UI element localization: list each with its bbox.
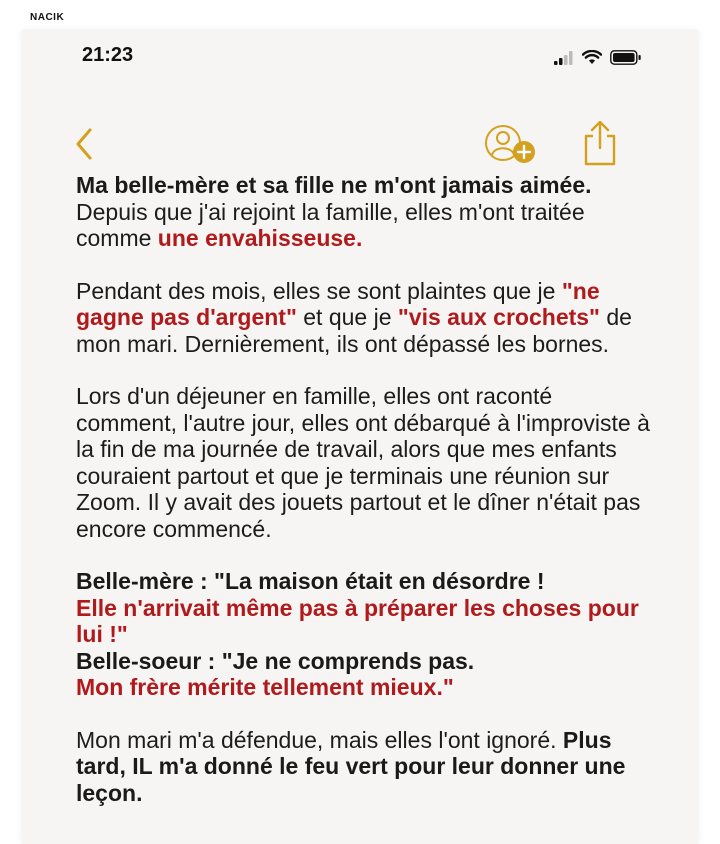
chevron-left-icon — [74, 147, 94, 164]
note-text: et que je — [296, 304, 398, 330]
battery-icon — [610, 50, 642, 70]
note-paragraph-2 — [76, 278, 656, 358]
note-text: Pendant des mois, elles se sont plaintes que je — [76, 277, 562, 304]
cellular-signal-icon — [554, 51, 574, 70]
note-text: Mon mari m'a défendue, mais elles l'ont ignoré. — [76, 726, 563, 753]
note-highlight-text: Elle n'arrivait même pas à préparer les choses pour lui !" — [76, 594, 639, 647]
note-text: Lors d'un déjeuner en famille, elles ont raconté comment, l'autre jour, elles ont débarqué à l'improviste à la fin de ma journée de travail, alors que mes enfants couraient partout et que je terminais une réunion sur Zoom. Il y avait des jouets partout et le dîner n'était pas encore commencé. — [76, 383, 650, 542]
note-body[interactable] — [76, 172, 656, 832]
note-highlight-text: Mon frère mérite tellement mieux." — [76, 674, 454, 700]
note-bold-text: Plus tard, IL m'a donné le feu vert pour leur donner une leçon. — [76, 726, 626, 806]
note-text: de mon mari. Dernièrement, ils ont dépassé les bornes. — [76, 304, 632, 357]
add-contact-button[interactable] — [484, 124, 538, 173]
note-highlight-text: "ne gagne pas d'argent" — [76, 277, 600, 330]
add-contact-icon — [484, 155, 538, 172]
note-bold-text: Belle-mère : "La maison était en désordre ! — [76, 568, 545, 594]
wifi-icon — [582, 50, 602, 70]
note-paragraph-1 — [76, 172, 656, 252]
back-button[interactable] — [74, 128, 94, 165]
status-time: 21:23 — [82, 44, 134, 66]
note-paragraph-5 — [76, 727, 656, 807]
note-paragraph-3 — [76, 383, 656, 542]
share-icon — [582, 153, 618, 170]
note-bold-text: Belle-soeur : "Je ne comprends pas. — [76, 647, 475, 674]
watermark-label: NACIK — [30, 12, 65, 23]
note-bold-text: Ma belle-mère et sa fille ne m'ont jamais aimée. — [76, 172, 592, 198]
note-text: Depuis que j'ai rejoint la famille, elles m'ont traitée comme — [76, 198, 585, 251]
note-highlight-text: "vis aux crochets" — [397, 304, 600, 330]
note-highlight-text: une envahisseuse. — [157, 225, 363, 251]
status-icons — [554, 50, 642, 70]
note-paragraph-4 — [76, 568, 656, 701]
share-button[interactable] — [582, 120, 618, 171]
